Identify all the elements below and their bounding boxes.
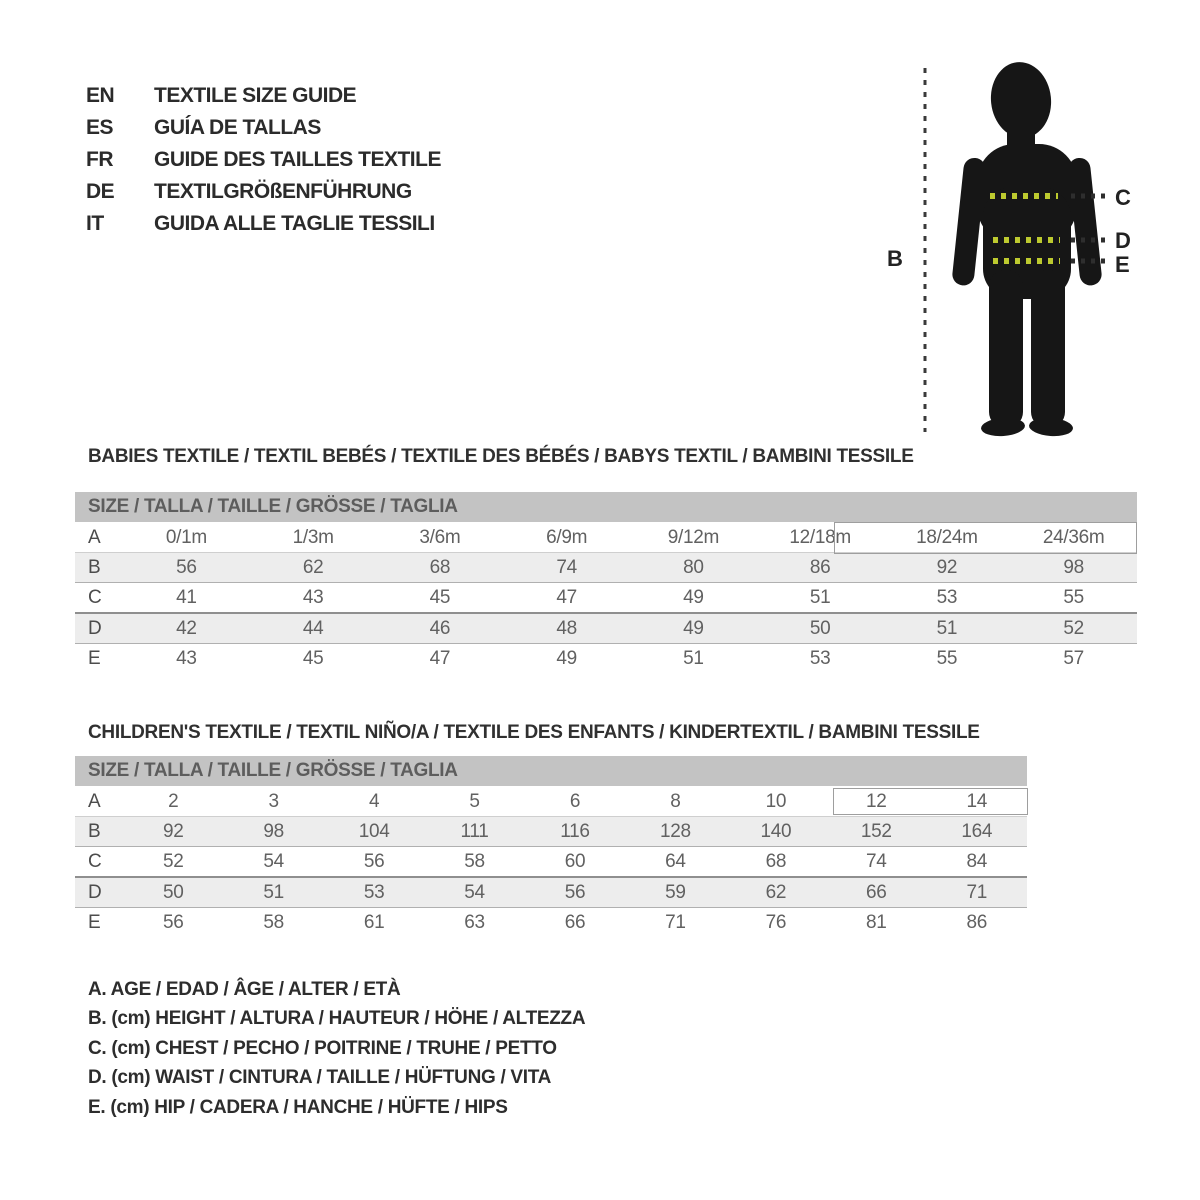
size-cell: 50 [757, 613, 884, 644]
size-cell: 74 [503, 553, 630, 583]
size-cell: 53 [936, 586, 958, 608]
size-cell: 71 [927, 877, 1028, 908]
size-cell: 128 [625, 817, 725, 847]
size-cell: 53 [809, 647, 831, 669]
size-cell: 74 [866, 850, 887, 872]
language-row [86, 176, 441, 208]
size-cell: 51 [809, 586, 831, 608]
size-cell: 55 [936, 647, 958, 669]
babies-section-title: BABIES TEXTILE / TEXTIL BEBÉS / TEXTILE DES BÉBÉS / BABYS TEXTIL / BAMBINI TESSILE [88, 446, 914, 467]
size-cell: 140 [726, 817, 826, 847]
measurement-legend [88, 975, 585, 1123]
size-cell: 56 [162, 911, 184, 933]
size-cell: 43 [302, 586, 324, 608]
size-cell: 62 [250, 553, 377, 583]
size-cell: 54 [263, 850, 284, 872]
size-cell: 84 [966, 850, 988, 872]
size-cell: 56 [123, 553, 250, 583]
size-cell: 51 [884, 613, 1011, 644]
size-cell: 86 [966, 911, 988, 933]
size-cell: 66 [564, 911, 586, 933]
size-cell: 76 [765, 911, 787, 933]
size-cell: 0/1m [165, 526, 207, 548]
size-cell: 98 [1010, 553, 1137, 583]
size-cell: 12/18m [789, 526, 851, 548]
size-cell: 152 [826, 817, 926, 847]
table-row [75, 613, 1137, 644]
language-title: TEXTILE SIZE GUIDE [154, 84, 357, 107]
size-cell: 111 [424, 817, 524, 847]
table-row [75, 644, 1137, 674]
row-label: E [88, 911, 101, 933]
size-cell: 3/6m [419, 526, 461, 548]
size-cell: 98 [223, 817, 323, 847]
size-cell: 49 [630, 613, 757, 644]
size-cell: 58 [263, 911, 284, 933]
size-cell: 41 [176, 586, 197, 608]
size-cell: 51 [683, 647, 704, 669]
language-code: FR [86, 148, 113, 171]
language-code: ES [86, 116, 114, 139]
size-cell: 52 [162, 850, 184, 872]
language-title: GUIDA ALLE TAGLIE TESSILI [154, 212, 435, 235]
legend-item: B. (cm) HEIGHT / ALTURA / HAUTEUR / HÖHE / ALTEZZA [88, 1008, 586, 1030]
table-row [75, 908, 1027, 938]
table-row [75, 817, 1027, 847]
language-code: DE [86, 180, 115, 203]
language-row [86, 208, 441, 240]
size-cell: 64 [665, 850, 686, 872]
size-cell: 2 [168, 790, 179, 812]
language-row [86, 144, 441, 176]
size-cell: 68 [765, 850, 787, 872]
size-cell: 54 [424, 877, 524, 908]
row-label: E [88, 647, 101, 669]
size-cell: 51 [223, 877, 323, 908]
size-cell: 58 [464, 850, 485, 872]
size-cell: 92 [123, 817, 223, 847]
children-section-title: CHILDREN'S TEXTILE / TEXTIL NIÑO/A / TEXTILE DES ENFANTS / KINDERTEXTIL / BAMBINI TESSILE [88, 722, 980, 743]
row-label: B [75, 817, 123, 847]
legend-item: D. (cm) WAIST / CINTURA / TAILLE / HÜFTUNG / VITA [88, 1067, 552, 1089]
size-cell: 48 [503, 613, 630, 644]
size-cell: 46 [377, 613, 504, 644]
size-cell: 53 [324, 877, 424, 908]
size-cell: 4 [368, 790, 380, 812]
legend-item: C. (cm) CHEST / PECHO / POITRINE / TRUHE / PETTO [88, 1037, 557, 1059]
size-cell: 18/24m [916, 526, 978, 548]
size-cell: 5 [469, 790, 480, 812]
size-cell: 104 [324, 817, 424, 847]
row-label: C [88, 586, 102, 608]
size-cell: 49 [556, 647, 577, 669]
size-cell: 3 [268, 790, 279, 812]
size-cell: 49 [683, 586, 704, 608]
size-cell: 116 [525, 817, 625, 847]
label-c: C [1115, 185, 1131, 210]
size-cell: 164 [927, 817, 1028, 847]
row-label: D [75, 877, 123, 908]
language-row [86, 80, 441, 112]
size-cell: 12 [866, 790, 887, 812]
table-row [75, 523, 1137, 553]
table-row [75, 583, 1137, 614]
label-d: D [1115, 228, 1131, 253]
legend-item: E. (cm) HIP / CADERA / HANCHE / HÜFTE / HIPS [88, 1096, 508, 1118]
legend-item: A. AGE / EDAD / ÂGE / ALTER / ETÀ [88, 978, 401, 1000]
size-cell: 45 [429, 586, 451, 608]
language-title: GUIDE DES TAILLES TEXTILE [154, 148, 441, 171]
size-cell: 61 [363, 911, 385, 933]
row-label: A [88, 790, 101, 812]
size-cell: 47 [429, 647, 451, 669]
language-title: GUÍA DE TALLAS [154, 116, 321, 139]
label-e: E [1115, 252, 1130, 277]
language-code: IT [86, 212, 104, 235]
row-label: B [75, 553, 123, 583]
language-row [86, 112, 441, 144]
size-cell: 56 [525, 877, 625, 908]
size-cell: 1/3m [292, 526, 334, 548]
size-cell: 59 [625, 877, 725, 908]
row-label: A [88, 526, 101, 548]
size-table-header: SIZE / TALLA / TAILLE / GRÖSSE / TAGLIA [75, 492, 1137, 522]
size-cell: 55 [1063, 586, 1084, 608]
size-cell: 66 [826, 877, 926, 908]
size-cell: 86 [757, 553, 884, 583]
child-silhouette-icon [951, 59, 1102, 437]
table-row [75, 847, 1027, 878]
children-size-table [75, 756, 1027, 937]
size-cell: 56 [363, 850, 385, 872]
size-cell: 24/36m [1042, 526, 1105, 548]
size-cell: 62 [726, 877, 826, 908]
size-cell: 68 [377, 553, 504, 583]
size-cell: 57 [1063, 647, 1084, 669]
size-cell: 44 [250, 613, 377, 644]
size-cell: 8 [670, 790, 681, 812]
row-label: C [88, 850, 102, 872]
row-label: D [75, 613, 123, 644]
size-cell: 45 [302, 647, 324, 669]
size-cell: 50 [123, 877, 223, 908]
babies-size-table [75, 492, 1137, 673]
language-title: TEXTILGRÖßENFÜHRUNG [154, 180, 412, 203]
size-cell: 6/9m [546, 526, 588, 548]
table-row [75, 787, 1027, 817]
size-table-header: SIZE / TALLA / TAILLE / GRÖSSE / TAGLIA [75, 756, 1027, 786]
size-cell: 71 [665, 911, 686, 933]
size-cell: 92 [884, 553, 1011, 583]
table-row [75, 553, 1137, 583]
size-cell: 60 [564, 850, 586, 872]
size-cell: 80 [630, 553, 757, 583]
size-cell: 47 [556, 586, 577, 608]
measurement-diagram [855, 42, 1165, 447]
language-code: EN [86, 84, 115, 107]
table-row [75, 877, 1027, 908]
size-cell: 43 [176, 647, 197, 669]
size-cell: 9/12m [667, 526, 720, 548]
size-cell: 42 [123, 613, 250, 644]
size-cell: 6 [569, 790, 581, 812]
label-b: B [887, 246, 903, 271]
size-cell: 10 [765, 790, 787, 812]
language-title-block [86, 80, 441, 240]
size-cell: 63 [464, 911, 485, 933]
size-cell: 81 [866, 911, 887, 933]
size-cell: 52 [1010, 613, 1137, 644]
size-cell: 14 [966, 790, 988, 812]
